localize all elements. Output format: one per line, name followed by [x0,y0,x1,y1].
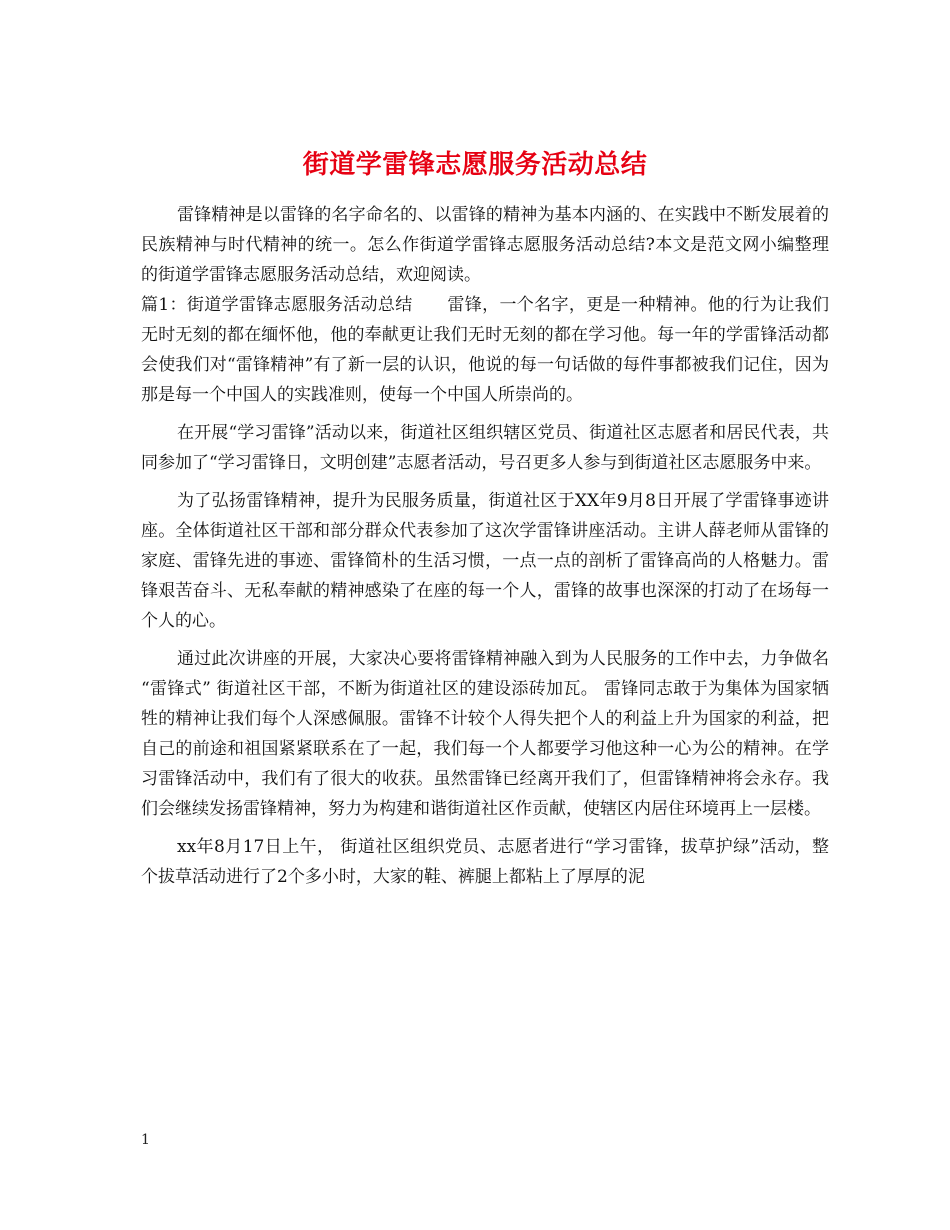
document-title: 街道学雷锋志愿服务活动总结 [302,150,648,181]
paragraph-part-one: 篇1：街道学雷锋志愿服务活动总结 雷锋，一个名字，更是一种精神。他的行为让我们无时无刻的都在缅怀他，他的奉献更让我们无时无刻的都在学习他。每一年的学雷锋活动都会使我们对“雷锋精神”有了新一层的认识，他说的每一句话做的每件事都被我们记住，因为那是每一个中国人的实践准则，使每一个中国人所崇尚的。 [141,295,829,405]
paragraph-activity-launch: 在开展“学习雷锋”活动以来，街道社区组织辖区党员、街道社区志愿者和居民代表，共同参加了“学习雷锋日，文明创建”志愿者活动，号召更多人参与到街道社区志愿服务中来。 [141,423,829,473]
paragraph-weeding-activity: xx年8月17日上午， 街道社区组织党员、志愿者进行“学习雷锋，拔草护绿”活动，整个拔草活动进行了2个多小时，大家的鞋、裤腿上都粘上了厚厚的泥 [141,837,829,887]
paragraph-intro: 雷锋精神是以雷锋的名字命名的、以雷锋的精神为基本内涵的、在实践中不断发展着的民族精神与时代精神的统一。怎么作街道学雷锋志愿服务活动总结?本文是范文网小编整理的街道学雷锋志愿服务活动总结，欢迎阅读。 [141,205,829,285]
page-number: 1 [141,1132,150,1148]
paragraph-lecture: 为了弘扬雷锋精神，提升为民服务质量，街道社区于XX年9月8日开展了学雷锋事迹讲座。全体街道社区干部和部分群众代表参加了这次学雷锋讲座活动。主讲人薛老师从雷锋的家庭、雷锋先进的事迹、雷锋简朴的生活习惯，一点一点的剖析了雷锋高尚的人格魅力。雷锋艰苦奋斗、无私奉献的精神感染了在座的每一个人，雷锋的故事也深深的打动了在场每一个人的心。 [141,491,829,631]
document-body [141,200,829,892]
paragraph-resolution: 通过此次讲座的开展，大家决心要将雷锋精神融入到为人民服务的工作中去，力争做名 “雷锋式” 街道社区干部，不断为街道社区的建设添砖加瓦。 雷锋同志敢于为集体为国家牺牲的精神让我们每个人深感佩服。雷锋不计较个人得失把个人的利益上升为国家的利益，把自己的前途和祖国紧紧联系在了一起，我们每一个人都要学习他这种一心为公的精神。在学习雷锋活动中，我们有了很大的收获。虽然雷锋已经离开我们了，但雷锋精神将会永存。我们会继续发扬雷锋精神，努力为构建和谐街道社区作贡献，使辖区内居住环境再上一层楼。 [141,649,829,819]
